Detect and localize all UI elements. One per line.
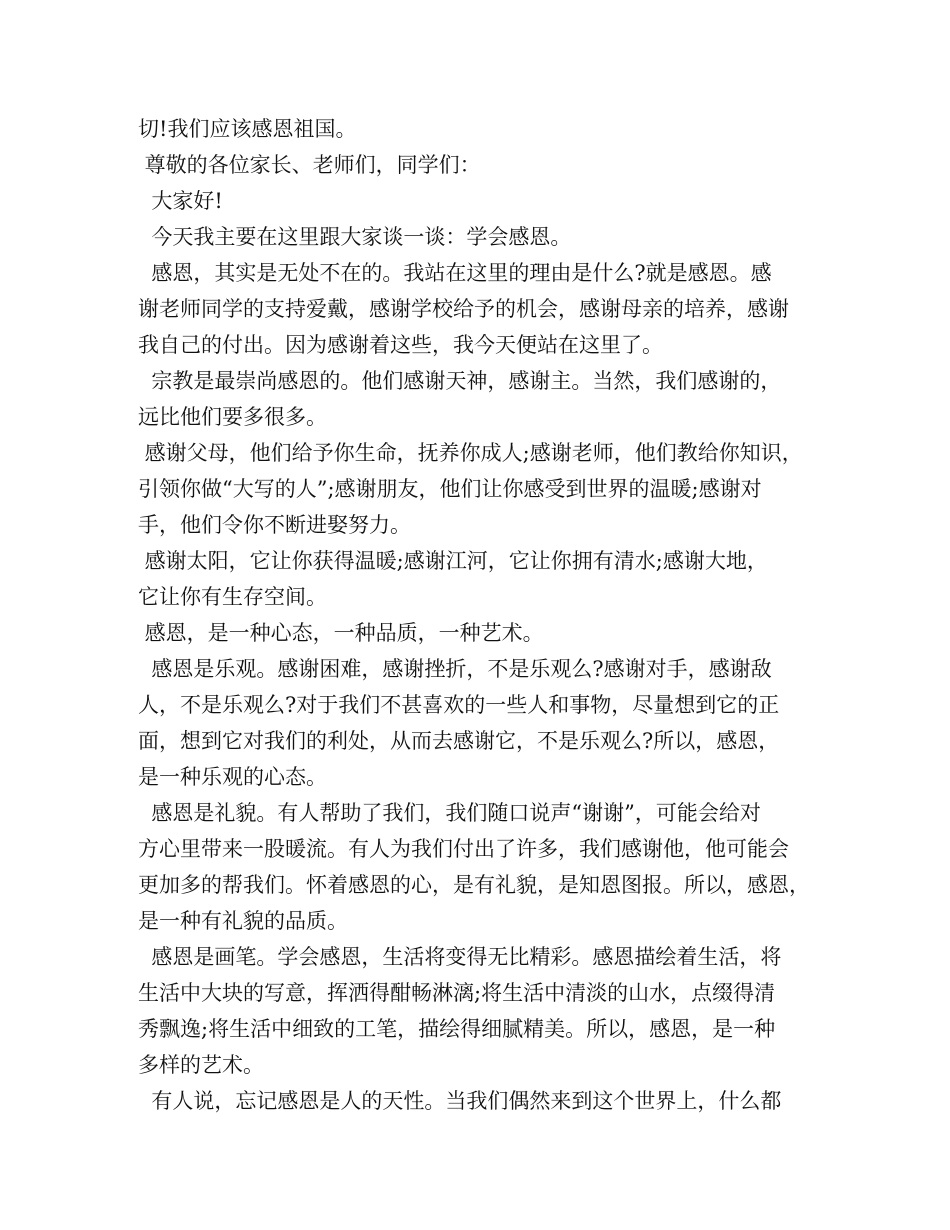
- text-line: 它让你有生存空间。: [138, 585, 327, 609]
- text-line: 引领你做“大写的人”;感谢朋友，他们让你感受到世界的温暖;感谢对: [138, 477, 762, 501]
- text-line: 宗教是最崇尚感恩的。他们感谢天神，感谢主。当然，我们感谢的，: [138, 369, 782, 393]
- text-line: 更加多的帮我们。怀着感恩的心，是有礼貌，是知恩图报。所以，感恩，: [138, 873, 810, 897]
- text-line: 远比他们要多很多。: [138, 405, 327, 429]
- text-line: 感恩是画笔。学会感恩，生活将变得无比精彩。感恩描绘着生活，将: [138, 945, 782, 969]
- text-line: 切!我们应该感恩祖国。: [138, 117, 357, 141]
- text-line: 秀飘逸;将生活中细致的工笔，描绘得细腻精美。所以，感恩，是一种: [138, 1017, 776, 1041]
- text-line: 多样的艺术。: [138, 1053, 264, 1077]
- text-line: 是一种乐观的心态。: [138, 765, 327, 789]
- text-line: 感恩是乐观。感谢困难，感谢挫折，不是乐观么?感谢对手，感谢敌: [138, 657, 772, 681]
- text-line: 有人说，忘记感恩是人的天性。当我们偶然来到这个世界上，什么都: [138, 1089, 782, 1113]
- text-line: 感恩，其实是无处不在的。我站在这里的理由是什么?就是感恩。感: [138, 261, 772, 285]
- text-line: 今天我主要在这里跟大家谈一谈：学会感恩。: [138, 225, 572, 249]
- text-line: 感谢父母，他们给予你生命，抚养你成人;感谢老师，他们教给你知识，: [138, 441, 803, 465]
- text-line: 生活中大块的写意，挥洒得酣畅淋漓;将生活中清淡的山水，点缀得清: [138, 981, 776, 1005]
- text-line: 手，他们令你不断进娶努力。: [138, 513, 411, 537]
- text-line: 大家好!: [138, 189, 223, 213]
- text-line: 我自己的付出。因为感谢着这些，我今天便站在这里了。: [138, 333, 663, 357]
- text-line: 面，想到它对我们的利处，从而去感谢它，不是乐观么?所以，感恩，: [138, 729, 780, 753]
- text-line: 感恩是礼貌。有人帮助了我们，我们随口说声“谢谢”，可能会给对: [138, 801, 761, 825]
- text-line: 人，不是乐观么?对于我们不甚喜欢的一些人和事物，尽量想到它的正: [138, 693, 780, 717]
- text-line: 方心里带来一股暖流。有人为我们付出了许多，我们感谢他，他可能会: [138, 837, 789, 861]
- text-line: 是一种有礼貌的品质。: [138, 909, 348, 933]
- text-line: 感谢太阳，它让你获得温暖;感谢江河，它让你拥有清水;感谢大地，: [138, 549, 768, 573]
- text-line: 谢老师同学的支持爱戴，感谢学校给予的机会，感谢母亲的培养，感谢: [138, 297, 789, 321]
- text-line: 尊敬的各位家长、老师们，同学们：: [138, 153, 481, 177]
- text-line: 感恩，是一种心态，一种品质，一种艺术。: [138, 621, 544, 645]
